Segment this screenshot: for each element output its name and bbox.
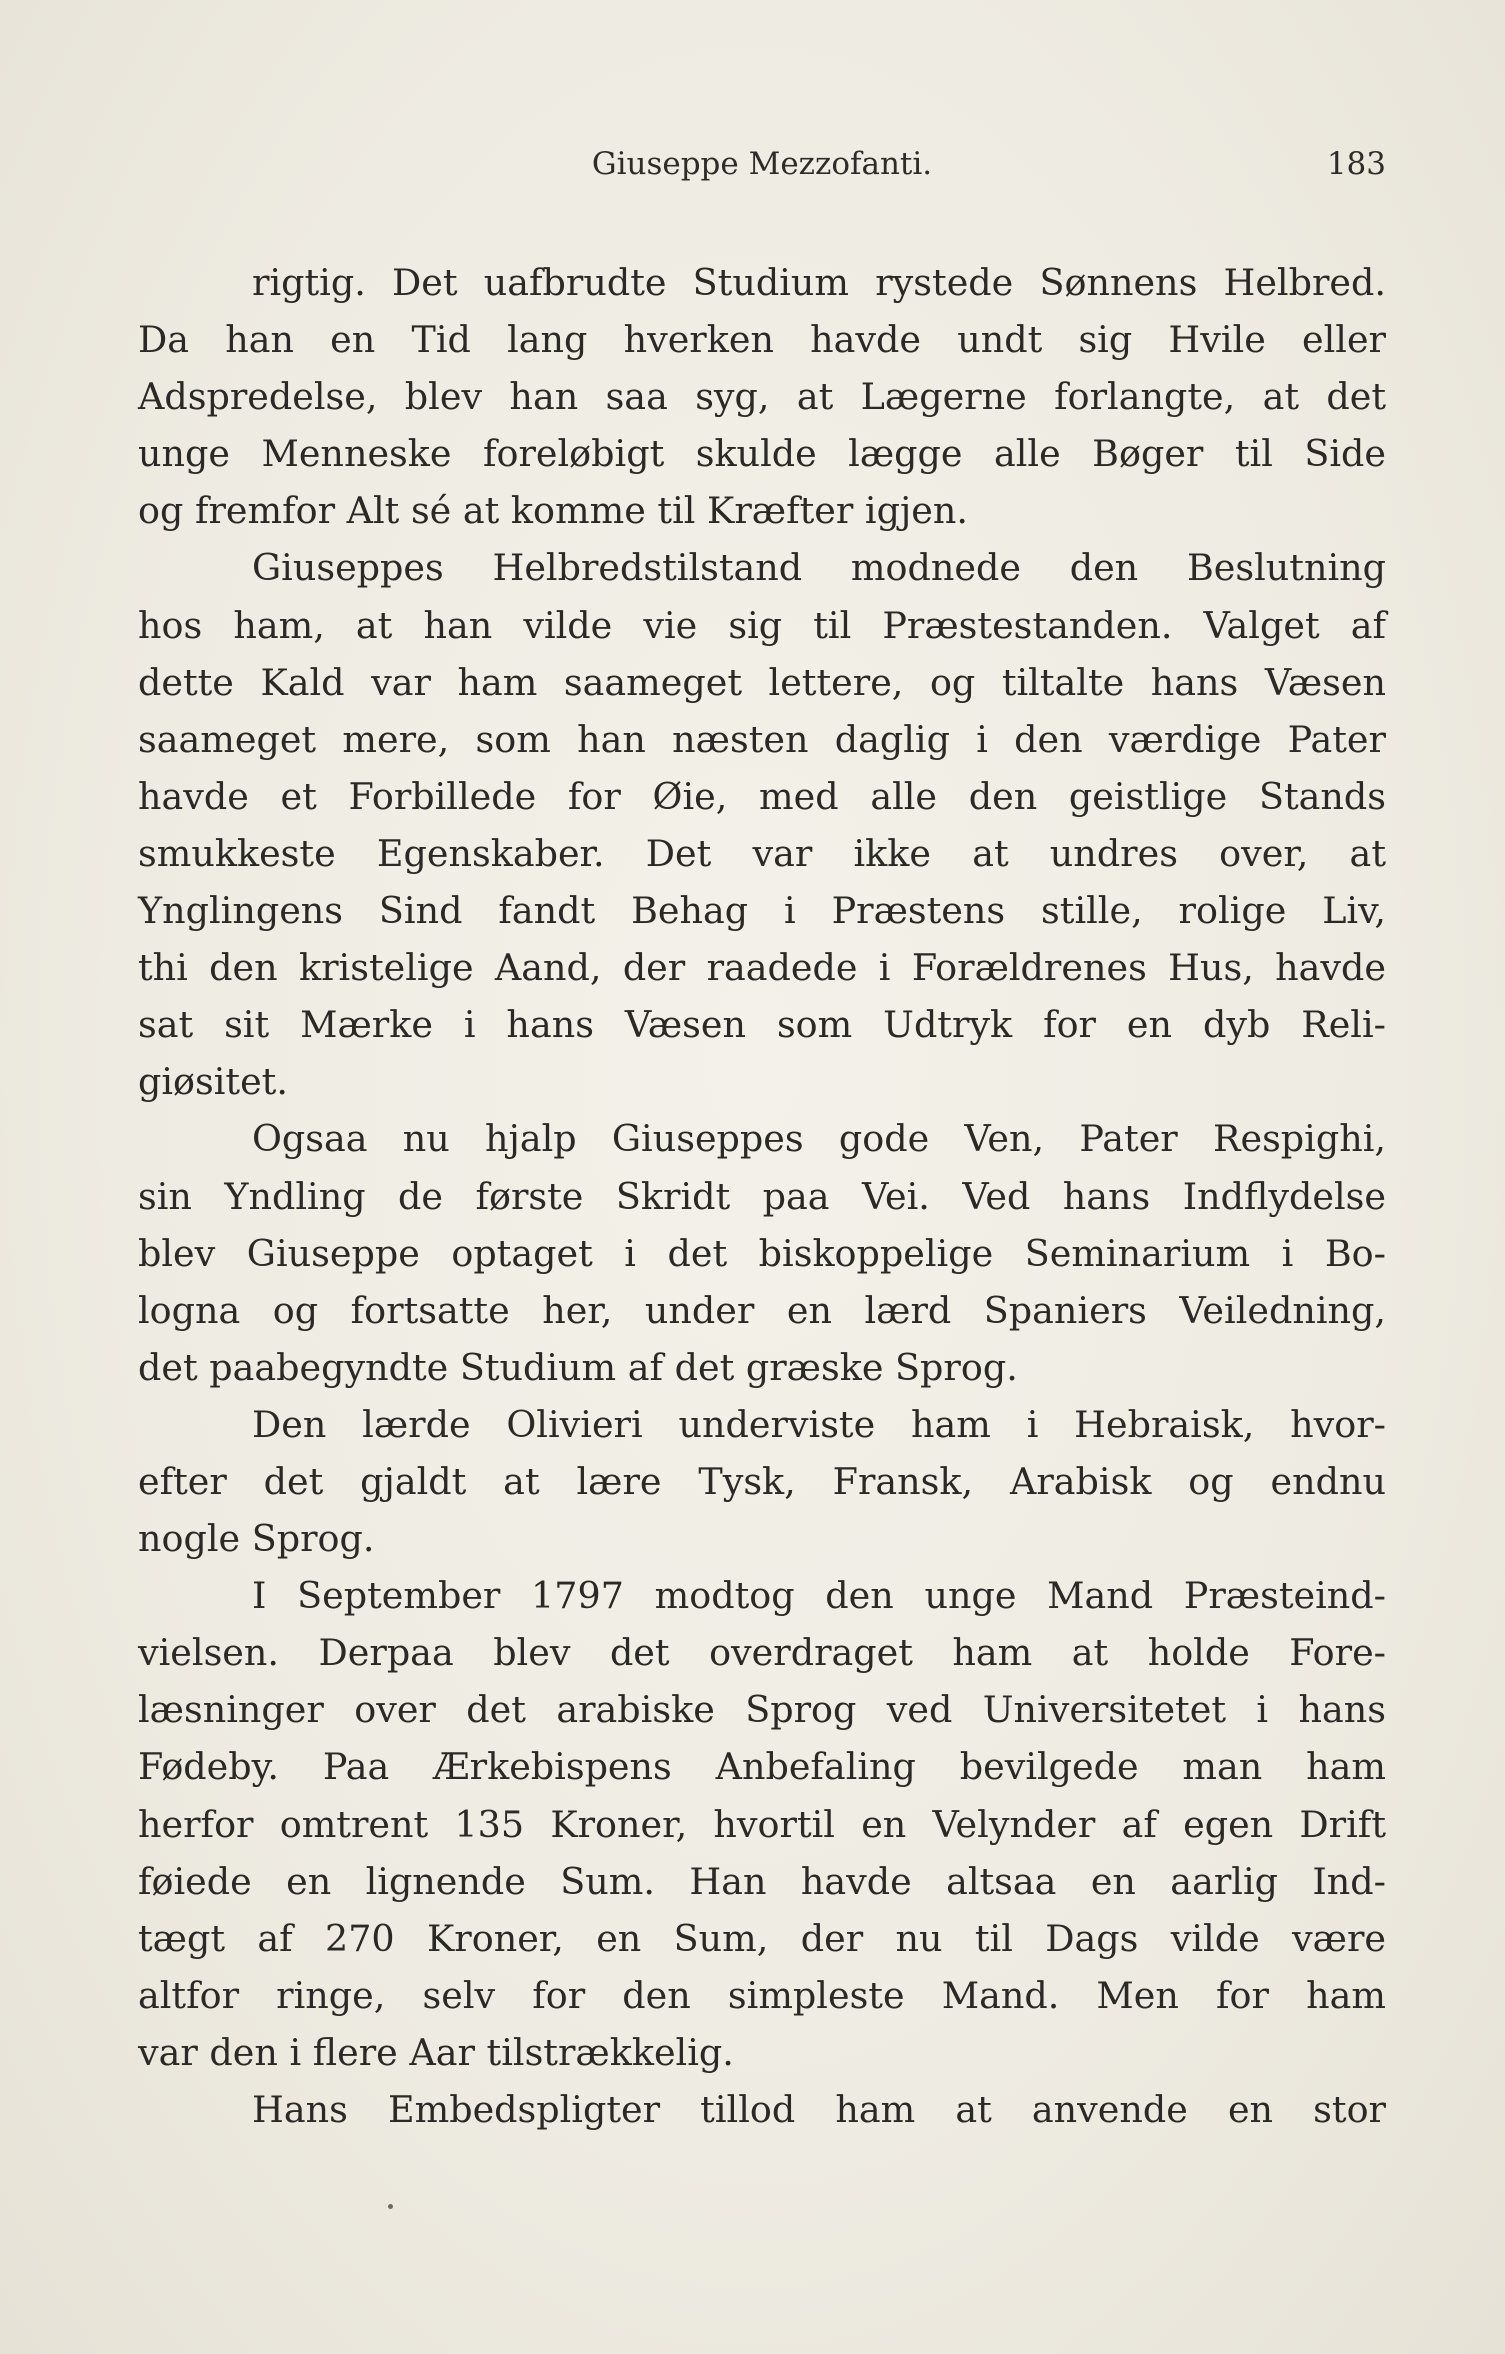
running-title: Giuseppe Mezzofanti. — [591, 146, 933, 182]
body-text — [138, 254, 1386, 2138]
paragraph — [138, 539, 1386, 1110]
text-line: I September 1797 modtog den unge Mand Præsteind- — [252, 1574, 1386, 1618]
text-line: Den lærde Olivieri underviste ham i Hebraisk, hvor- — [252, 1402, 1386, 1446]
text-line: læsninger over det arabiske Sprog ved Universitetet i hans — [138, 1688, 1386, 1732]
text-line: det paabegyndte Studium af det græske Sprog. — [138, 1345, 1018, 1389]
text-line: blev Giuseppe optaget i det biskoppelige Seminarium i Bo- — [138, 1231, 1386, 1275]
text-line: Fødeby. Paa Ærkebispens Anbefaling bevilgede man ham — [138, 1745, 1386, 1789]
text-line: rigtig. Det uafbrudte Studium rystede Sønnens Helbred. — [252, 261, 1386, 304]
text-line: sat sit Mærke i hans Væsen som Udtryk for en dyb Reli- — [138, 1003, 1386, 1047]
text-line: herfor omtrent 135 Kroner, hvortil en Velynder af egen Drift — [138, 1802, 1386, 1846]
text-line: og fremfor Alt sé at komme til Kræfter igjen. — [138, 489, 968, 533]
text-line: giøsitet. — [138, 1060, 288, 1104]
text-line: logna og fortsatte her, under en lærd Spaniers Veiledning, — [138, 1288, 1386, 1332]
text-line: Ogsaa nu hjalp Giuseppes gode Ven, Pater Respighi, — [252, 1117, 1386, 1161]
text-line: vielsen. Derpaa blev det overdraget ham at holde Fore- — [138, 1631, 1386, 1675]
paragraph — [138, 2081, 1386, 2138]
text-line: hos ham, at han vilde vie sig til Præstestanden. Valget af — [138, 603, 1386, 647]
running-head — [138, 140, 1386, 190]
text-line: havde et Forbillede for Øie, med alle den geistlige Stands — [138, 774, 1386, 818]
text-line: Da han en Tid lang hverken havde undt sig Hvile eller — [138, 318, 1386, 362]
paragraph — [138, 1567, 1386, 2081]
paragraph — [138, 1396, 1386, 1567]
text-line: sin Yndling de første Skridt paa Vei. Ved hans Indflydelse — [138, 1174, 1386, 1218]
text-line: var den i flere Aar tilstrækkelig. — [138, 2030, 734, 2074]
text-line: Adspredelse, blev han saa syg, at Lægerne forlangte, at det — [138, 375, 1386, 419]
text-line: Hans Embedspligter tillod ham at anvende en stor — [252, 2088, 1386, 2131]
text-line: unge Menneske foreløbigt skulde lægge alle Bøger til Side — [138, 432, 1386, 476]
text-line: efter det gjaldt at lære Tysk, Fransk, Arabisk og endnu — [138, 1459, 1386, 1503]
text-line: saameget mere, som han næsten daglig i den værdige Pater — [138, 717, 1386, 761]
text-line: smukkeste Egenskaber. Det var ikke at undres over, at — [138, 831, 1386, 875]
text-line: thi den kristelige Aand, der raadede i Forældrenes Hus, havde — [138, 946, 1386, 990]
text-line: Ynglingens Sind fandt Behag i Præstens stille, rolige Liv, — [138, 889, 1386, 933]
text-line: altfor ringe, selv for den simpleste Mand. Men for ham — [138, 1973, 1386, 2017]
text-line: tægt af 270 Kroner, en Sum, der nu til Dags vilde være — [138, 1916, 1386, 1960]
text-line: Giuseppes Helbredstilstand modnede den Beslutning — [252, 546, 1386, 590]
paper-speck — [388, 2204, 393, 2209]
paragraph — [138, 1110, 1386, 1395]
text-line: nogle Sprog. — [138, 1517, 375, 1561]
page-number: 183 — [1326, 146, 1386, 182]
paragraph — [138, 254, 1386, 539]
text-line: dette Kald var ham saameget lettere, og tiltalte hans Væsen — [138, 660, 1386, 704]
text-line: føiede en lignende Sum. Han havde altsaa en aarlig Ind- — [138, 1859, 1386, 1903]
